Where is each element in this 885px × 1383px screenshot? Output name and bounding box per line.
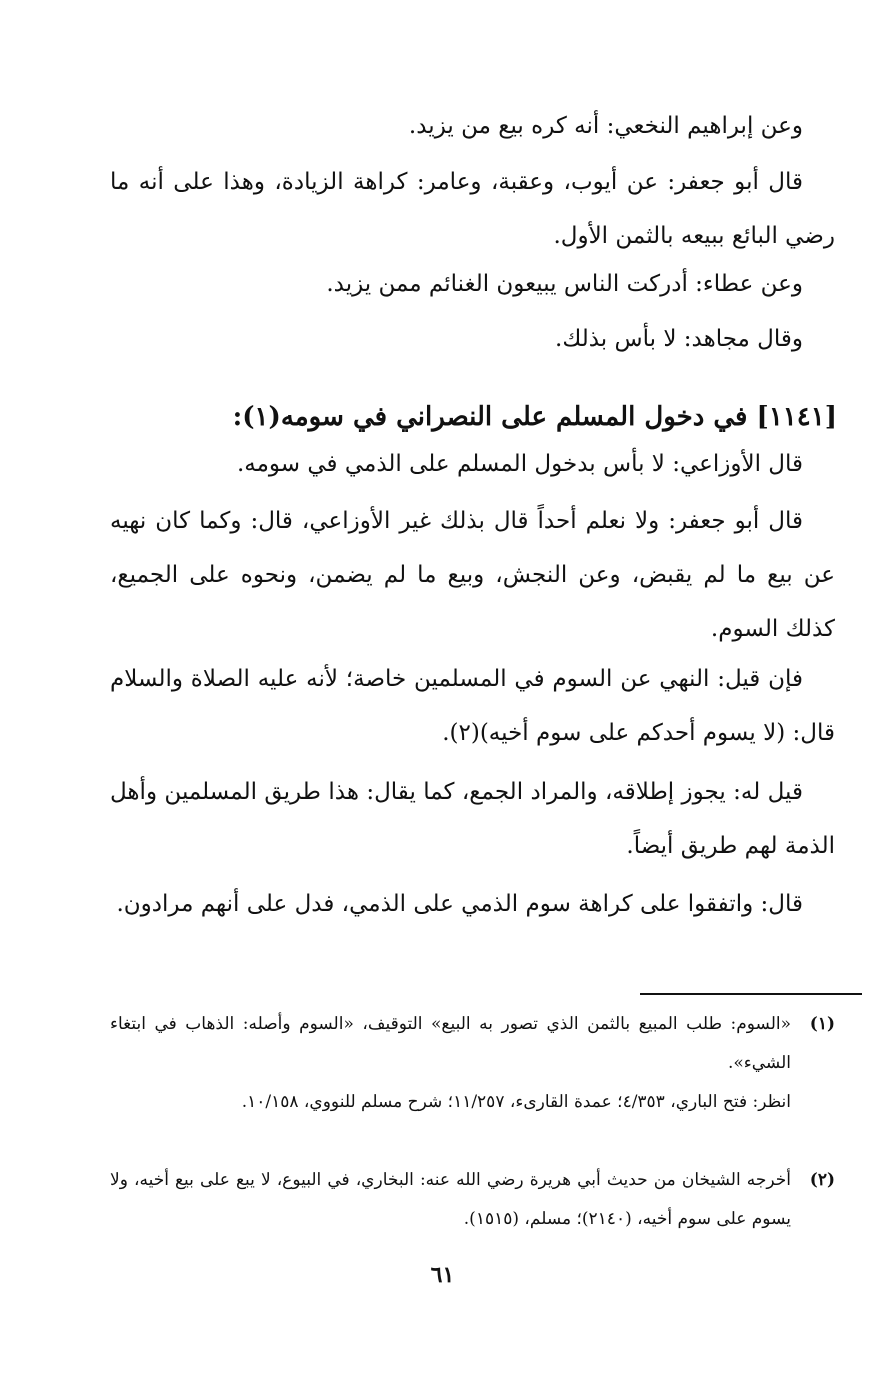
paragraph-nakhai: وعن إبراهيم النخعي: أنه كره بيع من يزيد. (408, 113, 803, 139)
footnote-1-sources: انظر: فتح الباري، ٤/٣٥٣؛ عمدة القارىء، ١١/٢٥٧؛ شرح مسلم للنووي، ١٠/١٥٨. (241, 1092, 791, 1112)
footnote-divider (640, 993, 862, 995)
page-number: ٦١ (430, 1262, 455, 1288)
paragraph-ata: وعن عطاء: أدركت الناس يبيعون الغنائم ممن يزيد. (326, 271, 803, 297)
paragraph-abu-jafar-ziyada: قال أبو جعفر: عن أيوب، وعقبة، وعامر: كراهة الزيادة، وهذا على أنه ما رضي البائع ببيعه بالثمن الأول. (110, 169, 835, 249)
footnote-2-number: (٢) (809, 1170, 835, 1190)
footnote-1-text: «السوم: طلب المبيع بالثمن الذي تصور به البيع» التوقيف، «السوم وأصله: الذهاب في ابتغاء الشيء». (110, 1014, 791, 1073)
paragraph-abu-jafar-sawm: قال أبو جعفر: ولا نعلم أحداً قال بذلك غير الأوزاعي، قال: وكما كان نهيه عن بيع ما لم يقبض، وعن النجش، وبيع ما لم يضمن، ونحوه على الجميع، كذلك السوم. (110, 508, 835, 642)
paragraph-qila-lahu: قيل له: يجوز إطلاقه، والمراد الجمع، كما يقال: هذا طريق المسلمين وأهل الذمة لهم طريق أيضاً. (110, 779, 835, 859)
footnote-1 (110, 1005, 835, 1083)
paragraph-mujahid: وقال مجاهد: لا بأس بذلك. (555, 326, 803, 352)
paragraph-awzai: قال الأوزاعي: لا بأس بدخول المسلم على الذمي في سومه. (236, 451, 803, 477)
section-heading: [١١٤١] في دخول المسلم على النصراني في سومه(١): (232, 402, 837, 432)
paragraph-fa-in-qila: فإن قيل: النهي عن السوم في المسلمين خاصة؛ لأنه عليه الصلاة والسلام قال: (لا يسوم أحدكم على سوم أخيه)(٢). (110, 666, 835, 746)
footnote-2 (110, 1161, 835, 1239)
footnote-1-number: (١) (809, 1014, 835, 1034)
footnote-2-text: أخرجه الشيخان من حديث أبي هريرة رضي الله عنه: البخاري، في البيوع، لا يبع على بيع أخيه، ولا يسوم على سوم أخيه، (٢١٤٠)؛ مسلم، (١٥١٥). (110, 1170, 791, 1229)
paragraph-ittafaqu: قال: واتفقوا على كراهة سوم الذمي على الذمي، فدل على أنهم مرادون. (116, 891, 803, 917)
